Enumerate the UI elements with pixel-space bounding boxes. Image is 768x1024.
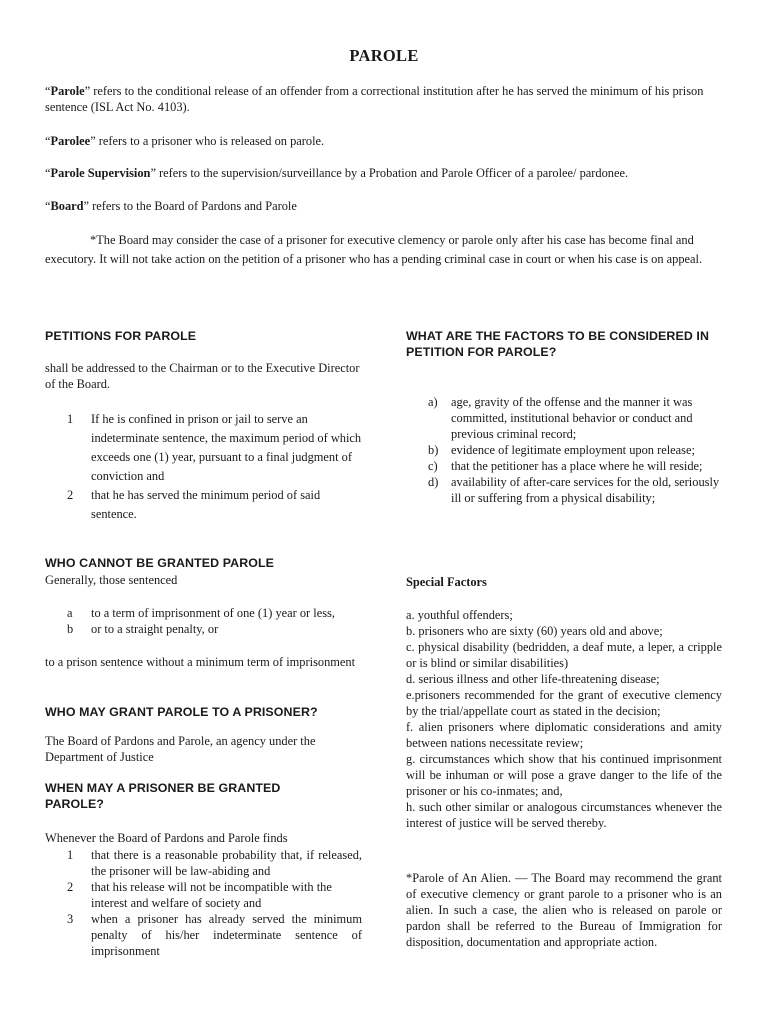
list-item [45,847,362,879]
cannot-outro: to a prison sentence without a minimum term of imprisonment [45,655,356,669]
heading-who-cannot-be-granted: WHO CANNOT BE GRANTED PAROLE [45,556,275,570]
list-number: 1 [67,848,74,862]
special-factors-list [406,607,722,831]
when-list [45,847,362,959]
list-number: 3 [67,912,74,926]
heading-special-factors: Special Factors [406,575,487,589]
list-text: evidence of legitimate employment upon release; [451,443,695,457]
list-item [45,410,362,486]
list-item [406,394,722,442]
list-text: or to a straight penalty, or [91,622,219,636]
list-number: 1 [67,412,74,426]
board-note [45,231,713,268]
list-text: that he has served the minimum period of said sentence. [91,488,321,521]
list-number: 2 [67,880,74,894]
definition-parole-supervision: “Parole Supervision” refers to the supervision/surveillance by a Probation and Parole Officer of a parolee/ pardonee. [45,166,629,180]
cannot-list [45,605,362,637]
page-title: PAROLE [349,46,419,65]
list-text: to a term of imprisonment of one (1) year or less, [91,606,335,620]
parole-of-alien-paragraph: *Parole of An Alien. — The Board may recommend the grant of executive clemency or grant parole to a prisoner who is an alien. In such a case, the alien who is released on parole or pardon shall be referred to the Bureau of Immigration for disposition, documentation and appropriate action. [406,871,722,949]
list-item: g. circumstances which show that his continued imprisonment will be inhuman or will pose a grave danger to the life of the prisoner or his co-inmates; and, [406,752,722,798]
list-item: f. alien prisoners where diplomatic considerations and amity between nations necessitate review; [406,720,722,750]
list-item [45,879,362,911]
heading-who-may-grant: WHO MAY GRANT PAROLE TO A PRISONER? [45,705,318,719]
list-text: If he is confined in prison or jail to serve an indeterminate sentence, the maximum period of which exceeds one (1) year, pursuant to a final judgment of conviction and [91,412,362,483]
list-text: that there is a reasonable probability that, if released, the prisoner will be law-abiding and [91,848,362,878]
list-text: age, gravity of the offense and the manner it was committed, institutional behavior or conduct and previous criminal record; [451,395,693,441]
list-item: h. such other similar or analogous circumstances whenever the interest of justice will be served thereby. [406,800,722,830]
list-item: a. youthful offenders; [406,608,513,622]
list-text: that the petitioner has a place where he will reside; [451,459,703,473]
list-text: availability of after-care services for the old, seriously ill or suffering from a physical disability; [451,475,720,505]
list-number: 2 [67,488,74,502]
list-item [45,911,362,959]
definition-term: Parole [50,84,85,98]
definition-parolee: “Parolee” refers to a prisoner who is released on parole. [45,134,325,148]
cannot-intro: Generally, those sentenced [45,573,178,587]
heading-when-may-prisoner: WHEN MAY A PRISONER BE GRANTED PAROLE? [45,781,281,811]
list-text: when a prisoner has already served the minimum penalty of his/her indeterminate sentence of imprisonment [91,912,362,958]
list-item: b. prisoners who are sixty (60) years old and above; [406,624,663,638]
list-letter: a [67,606,73,620]
definition-board: “Board” refers to the Board of Pardons and Parole [45,199,297,213]
list-letter: b) [428,443,439,457]
board-note-text: *The Board may consider the case of a prisoner for executive clemency or parole only after his case has become final and executory. It will not take action on the petition of a prisoner who has a pending criminal case in court or when his case is on appeal. [45,233,703,266]
who-may-grant-text: The Board of Pardons and Parole, an agency under the Department of Justice [45,734,316,764]
list-letter: c) [428,459,438,473]
list-item: e.prisoners recommended for the grant of executive clemency by the trial/appellate court as stated in the decision; [406,688,722,718]
definition-text: refers to a prisoner who is released on parole. [95,134,325,148]
list-item [45,605,362,621]
list-item [406,474,722,506]
definition-text: refers to the conditional release of an offender from a correctional institution after he has served the minimum of his prison sentence (ISL Act No. 4103). [45,84,704,114]
petitions-list [45,410,362,524]
definition-text: refers to the Board of Pardons and Parole [89,199,297,213]
definition-term: Board [50,199,84,213]
definition-term: Parole Supervision [50,166,151,180]
list-item [45,486,362,524]
list-item [406,442,722,458]
list-letter: a) [428,395,438,409]
definition-parole: “Parole” refers to the conditional release of an offender from a correctional institution after he has served the minimum of his prison sentence (ISL Act No. 4103). [45,84,704,114]
definition-term: Parolee [50,134,91,148]
when-intro: Whenever the Board of Pardons and Parole finds [45,831,288,845]
list-item [45,621,362,637]
heading-petitions-for-parole: PETITIONS FOR PAROLE [45,329,197,343]
petitions-intro: shall be addressed to the Chairman or to the Executive Director of the Board. [45,361,360,391]
factors-list [406,394,722,506]
list-item [406,458,722,474]
list-item: c. physical disability (bedridden, a deaf mute, a leper, a cripple or is blind or similar disabilities) [406,640,722,670]
list-text: that his release will not be incompatible with the interest and welfare of society and [91,880,332,910]
list-item: d. serious illness and other life-threatening disease; [406,672,660,686]
list-letter: d) [428,475,439,489]
heading-factors-considered: WHAT ARE THE FACTORS TO BE CONSIDERED IN PETITION FOR PAROLE? [406,329,709,359]
definition-text: refers to the supervision/surveillance by a Probation and Parole Officer of a parolee/ pardonee. [155,166,629,180]
list-letter: b [67,622,74,636]
